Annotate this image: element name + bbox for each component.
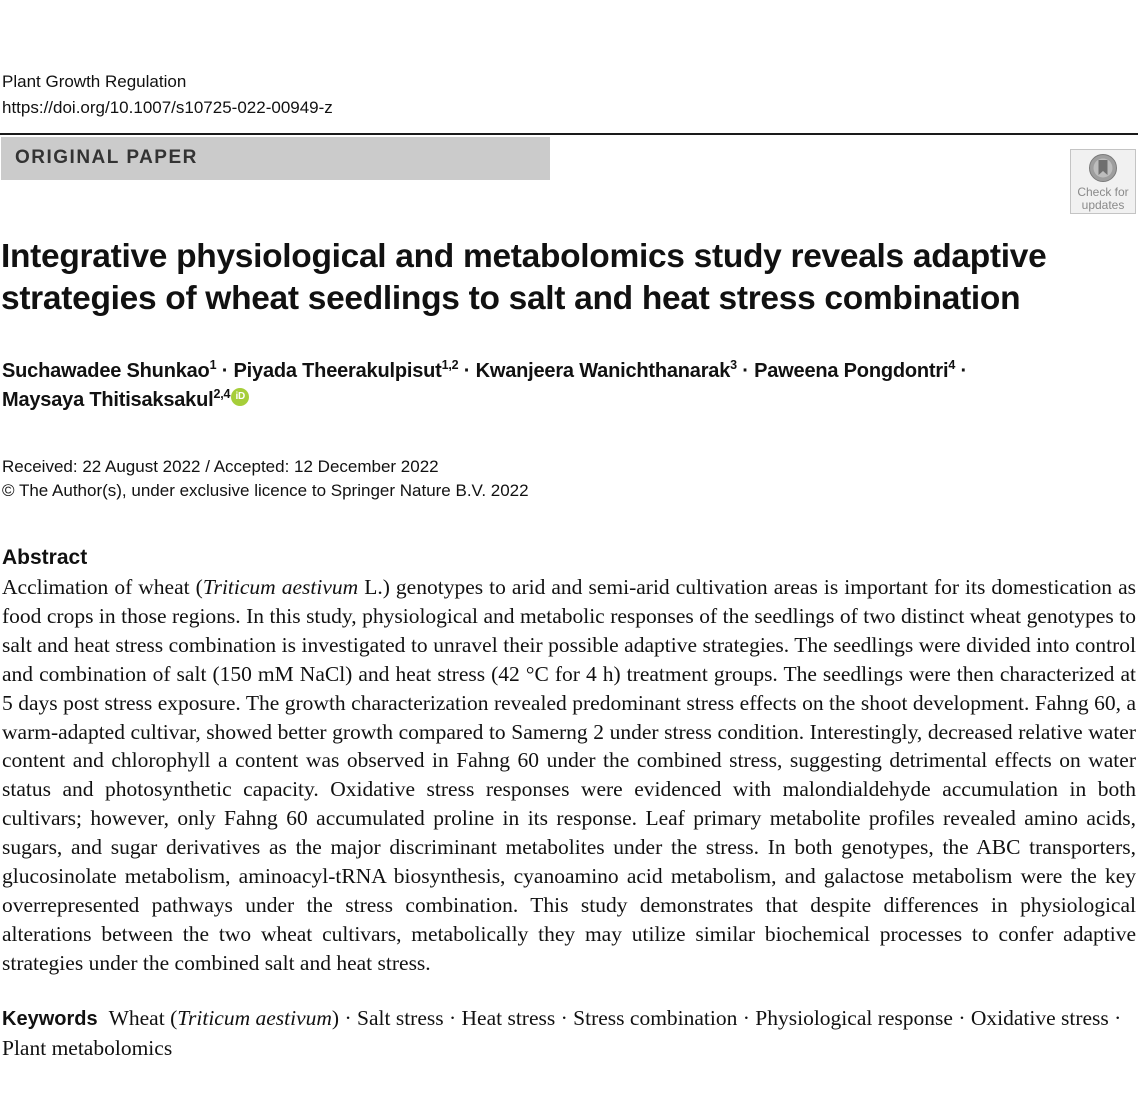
author-separator: · — [742, 360, 749, 382]
author-list — [2, 358, 1132, 416]
author-separator: · — [960, 360, 967, 382]
author-affiliation: 1,2 — [441, 358, 459, 372]
abstract-text-segment: Acclimation of wheat ( — [2, 575, 203, 599]
author-affiliation: 3 — [730, 358, 737, 372]
author-name[interactable]: Paweena Pongdontri — [754, 360, 949, 382]
author-affiliation: 2,4 — [213, 387, 231, 401]
bookmark-icon — [1088, 153, 1118, 185]
check-updates-line2: updates — [1081, 198, 1125, 212]
keyword-list: · Salt stress · Heat stress · Stress combination · Physiological response · Oxidative stress · Plant metabolomics — [2, 1006, 1122, 1060]
keywords-label: Keywords — [2, 1008, 98, 1030]
check-for-updates-button[interactable] — [1070, 149, 1136, 214]
journal-name: Plant Growth Regulation — [2, 72, 187, 91]
abstract-text-segment: L.) genotypes to arid and semi-arid cultivation areas is important for its domestication as food crops in those regions. In this study, physiological and metabolic responses of the seedlings of two distinct wheat genotypes to salt and heat stress combination is investigated to unravel their possible adaptive strategies. The seedlings were divided into control and combination of salt (150 mM NaCl) and heat stress (42 °C for 4 h) treatment groups. The seedlings were then characterized at 5 days post stress exposure. The growth characterization revealed predominant stress effects on the shoot development. Fahng 60, a warm-adapted cultivar, showed better growth compared to Samerng 2 under stress condition. Interestingly, decreased relative water content and chlorophyll a content was observed in Fahng 60 under the combined stress, suggesting detrimental effects on water status and photosynthetic capacity. Oxidative stress responses were evidenced with malondialdehyde accumulation in both cultivars; however, only Fahng 60 accumulated proline in its response. Leaf primary metabolite profiles revealed amino acids, sugars, and sugar derivatives as the major discriminant metabolites under the stress. In both genotypes, the ABC transporters, glucosinolate metabolism, aminoacyl-tRNA biosynthesis, cyanoamino acid metabolism, and galactose metabolism were the key overrepresented pathways under the stress combination. This study demonstrates that despite differences in physiological alterations between the two wheat cultivars, metabolically they may utilize similar biochemical processes to confer adaptive strategies under the combined salt and heat stress. — [2, 575, 1136, 975]
copyright-notice: © The Author(s), under exclusive licence to Springer Nature B.V. 2022 — [2, 481, 529, 500]
header-rule — [0, 133, 1138, 135]
author-separator: · — [221, 360, 229, 382]
received-accepted-dates: Received: 22 August 2022 / Accepted: 12 December 2022 — [2, 457, 439, 476]
keyword-species: Triticum aestivum — [177, 1006, 332, 1030]
author-separator: · — [463, 360, 471, 382]
author-name[interactable]: Kwanjeera Wanichthanarak — [475, 360, 731, 382]
author-affiliation: 4 — [948, 358, 956, 372]
article-type-label: ORIGINAL PAPER — [15, 147, 198, 168]
author-name[interactable]: Piyada Theerakulpisut — [233, 360, 442, 382]
paper-title: Integrative physiological and metabolomics study reveals adaptive strategies of wheat seedlings to salt and heat stress combination — [1, 238, 1047, 317]
author-affiliation: 1 — [209, 358, 217, 372]
article-type-banner — [1, 137, 550, 180]
orcid-icon[interactable]: iD — [231, 388, 249, 406]
author-name[interactable]: Maysaya Thitisaksakul — [2, 389, 214, 411]
abstract-heading: Abstract — [2, 546, 88, 569]
keywords-line — [2, 1004, 1136, 1063]
author-name[interactable]: Suchawadee Shunkao — [2, 360, 210, 382]
check-updates-line1: Check for — [1077, 185, 1129, 199]
abstract-text — [2, 573, 1136, 978]
species-name: Triticum aestivum — [202, 575, 359, 599]
doi-link[interactable]: https://doi.org/10.1007/s10725-022-00949-z — [2, 98, 333, 117]
keyword-text: ) — [331, 1006, 340, 1030]
keyword-text: Wheat ( — [108, 1006, 178, 1030]
